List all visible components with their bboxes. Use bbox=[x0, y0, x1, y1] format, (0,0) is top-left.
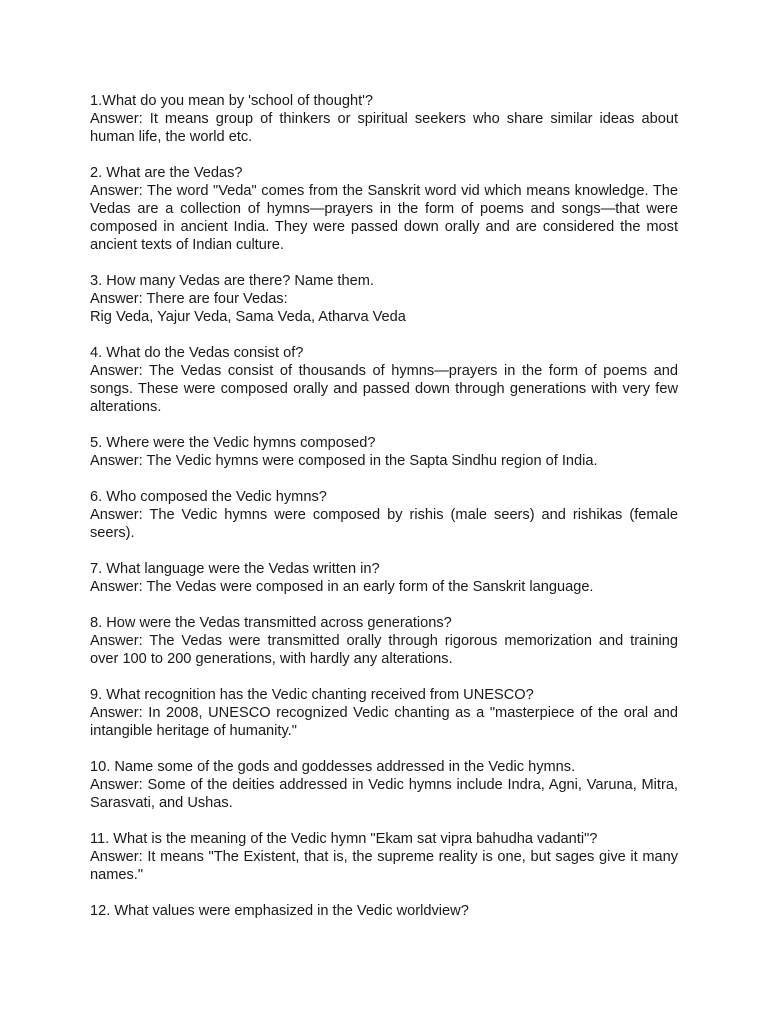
qa-item-9 bbox=[90, 686, 678, 740]
answer-1: Answer: It means group of thinkers or spiritual seekers who share similar ideas about human life, the world etc. bbox=[90, 111, 678, 145]
answer-6: Answer: The Vedic hymns were composed by rishis (male seers) and rishikas (female seers). bbox=[90, 507, 678, 541]
qa-item-7 bbox=[90, 560, 678, 596]
question-10: 10. Name some of the gods and goddesses addressed in the Vedic hymns. bbox=[90, 759, 576, 775]
question-8: 8. How were the Vedas transmitted across generations? bbox=[90, 615, 452, 631]
answer-9: Answer: In 2008, UNESCO recognized Vedic chanting as a "masterpiece of the oral and intangible heritage of humanity." bbox=[90, 705, 678, 739]
qa-item-2 bbox=[90, 164, 678, 254]
question-2: 2. What are the Vedas? bbox=[90, 165, 243, 181]
qa-item-12 bbox=[90, 902, 678, 920]
qa-item-4 bbox=[90, 344, 678, 416]
question-11: 11. What is the meaning of the Vedic hymn "Ekam sat vipra bahudha vadanti"? bbox=[90, 831, 598, 847]
question-5: 5. Where were the Vedic hymns composed? bbox=[90, 435, 376, 451]
qa-item-5 bbox=[90, 434, 678, 470]
qa-item-11 bbox=[90, 830, 678, 884]
question-7: 7. What language were the Vedas written in? bbox=[90, 561, 380, 577]
document-page bbox=[90, 92, 678, 938]
answer-10: Answer: Some of the deities addressed in Vedic hymns include Indra, Agni, Varuna, Mitra, Sarasvati, and Ushas. bbox=[90, 777, 678, 811]
qa-item-6 bbox=[90, 488, 678, 542]
answer-2: Answer: The word "Veda" comes from the Sanskrit word vid which means knowledge. The Vedas are a collection of hymns—prayers in the form of poems and songs—that were composed in ancient India. They were passed down orally and are considered the most ancient texts of Indian culture. bbox=[90, 183, 678, 253]
answer-8: Answer: The Vedas were transmitted orally through rigorous memorization and training over 100 to 200 generations, with hardly any alterations. bbox=[90, 633, 678, 667]
qa-item-8 bbox=[90, 614, 678, 668]
question-1: 1.What do you mean by 'school of thought'? bbox=[90, 93, 374, 109]
question-3: 3. How many Vedas are there? Name them. bbox=[90, 273, 374, 289]
question-12: 12. What values were emphasized in the Vedic worldview? bbox=[90, 903, 469, 919]
answer-3-list: Rig Veda, Yajur Veda, Sama Veda, Atharva Veda bbox=[90, 309, 406, 325]
qa-item-1 bbox=[90, 92, 678, 146]
question-6: 6. Who composed the Vedic hymns? bbox=[90, 489, 327, 505]
question-9: 9. What recognition has the Vedic chanting received from UNESCO? bbox=[90, 687, 534, 703]
answer-11: Answer: It means "The Existent, that is, the supreme reality is one, but sages give it many names." bbox=[90, 849, 678, 883]
answer-7: Answer: The Vedas were composed in an early form of the Sanskrit language. bbox=[90, 579, 594, 595]
answer-5: Answer: The Vedic hymns were composed in the Sapta Sindhu region of India. bbox=[90, 453, 598, 469]
question-4: 4. What do the Vedas consist of? bbox=[90, 345, 304, 361]
answer-4: Answer: The Vedas consist of thousands of hymns—prayers in the form of poems and songs. These were composed orally and passed down through generations with very few alterations. bbox=[90, 363, 678, 415]
qa-item-3 bbox=[90, 272, 678, 326]
qa-item-10 bbox=[90, 758, 678, 812]
answer-3: Answer: There are four Vedas: bbox=[90, 291, 288, 307]
